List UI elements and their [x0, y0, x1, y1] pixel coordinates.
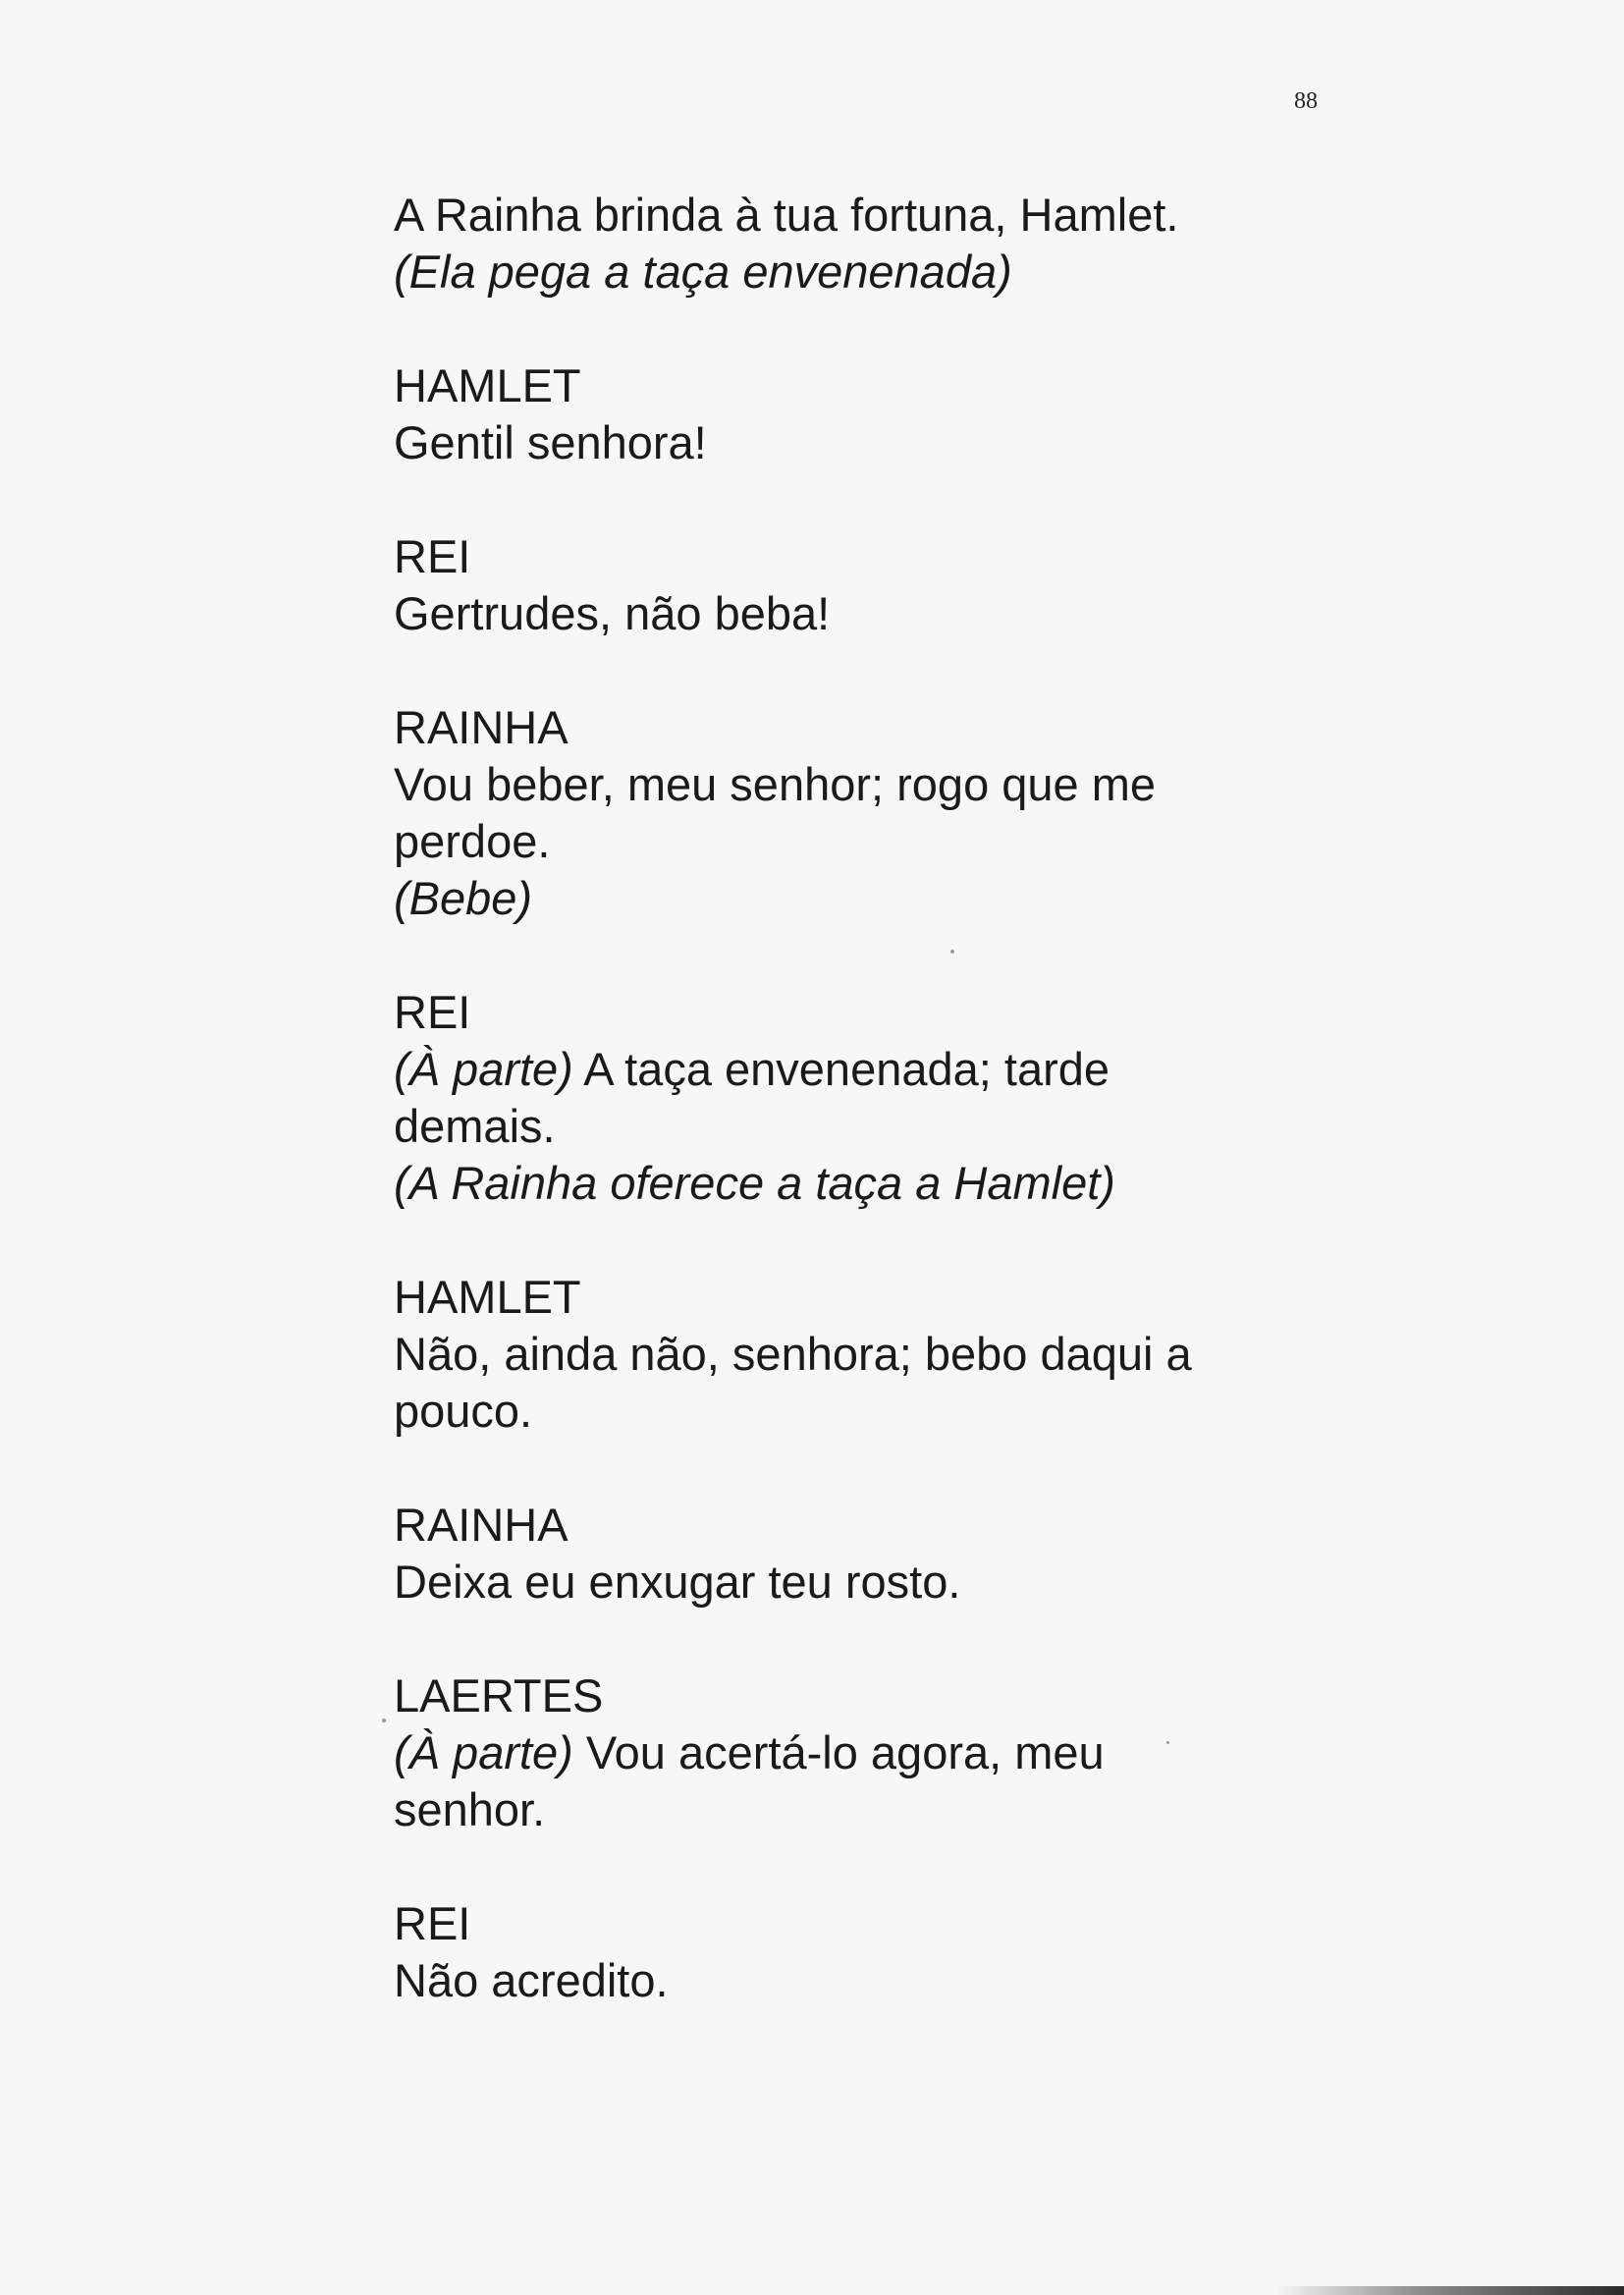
dialogue-text: Gentil senhora!: [394, 416, 707, 468]
dialogue-block: [394, 187, 1376, 301]
scan-speck: [950, 950, 954, 954]
page-number: 88: [1294, 88, 1318, 114]
script-line: [394, 813, 1376, 870]
script-line: [394, 244, 1376, 301]
speaker-name: HAMLET: [394, 1271, 581, 1323]
stage-direction: (Bebe): [394, 872, 533, 924]
script-text: [394, 187, 1376, 2066]
dialogue-block: [394, 1497, 1376, 1611]
script-line: [394, 1554, 1376, 1611]
script-line: [394, 1724, 1376, 1781]
script-line: [394, 414, 1376, 471]
script-line: [394, 1326, 1376, 1383]
dialogue-text: A taça envenenada; tarde: [572, 1043, 1110, 1095]
script-line: [394, 1781, 1376, 1838]
scan-speck: [382, 1719, 386, 1722]
dialogue-block: [394, 1895, 1376, 2009]
dialogue-text: A Rainha brinda à tua fortuna, Hamlet.: [394, 189, 1179, 241]
dialogue-text: Vou acertá-lo agora, meu: [572, 1726, 1105, 1778]
speaker-name: RAINHA: [394, 701, 568, 753]
speaker-name: REI: [394, 530, 471, 582]
dialogue-block: [394, 1269, 1376, 1440]
stage-direction: (A Rainha oferece a taça a Hamlet): [394, 1157, 1115, 1209]
stage-direction: (À parte): [394, 1043, 573, 1095]
dialogue-text: Deixa eu enxugar teu rosto.: [394, 1556, 961, 1608]
script-line: [394, 1098, 1376, 1155]
speaker-name: HAMLET: [394, 359, 581, 411]
script-line: [394, 1041, 1376, 1098]
dialogue-text: Não acredito.: [394, 1954, 669, 2006]
speaker-name: RAINHA: [394, 1499, 568, 1551]
scan-bottom-edge: [1276, 2286, 1624, 2295]
dialogue-text: Gertrudes, não beba!: [394, 587, 831, 639]
scan-speck: [1166, 1741, 1169, 1744]
script-line: [394, 870, 1376, 927]
dialogue-block: [394, 1667, 1376, 1838]
stage-direction: (Ela pega a taça envenenada): [394, 246, 1012, 298]
dialogue-text: pouco.: [394, 1385, 533, 1437]
script-line: [394, 1952, 1376, 2009]
dialogue-block: [394, 528, 1376, 642]
script-line: [394, 187, 1376, 244]
dialogue-block: [394, 984, 1376, 1212]
dialogue-text: demais.: [394, 1100, 556, 1152]
script-line: [394, 1155, 1376, 1212]
dialogue-text: Vou beber, meu senhor; rogo que me: [394, 758, 1157, 810]
stage-direction: (À parte): [394, 1726, 573, 1778]
dialogue-block: [394, 357, 1376, 471]
script-line: [394, 1383, 1376, 1440]
dialogue-text: Não, ainda não, senhora; bebo daqui a: [394, 1328, 1192, 1380]
speaker-name: REI: [394, 986, 471, 1038]
dialogue-text: perdoe.: [394, 815, 551, 867]
dialogue-block: [394, 699, 1376, 927]
speaker-name: REI: [394, 1897, 471, 1949]
dialogue-text: senhor.: [394, 1783, 546, 1835]
script-line: [394, 585, 1376, 642]
speaker-name: LAERTES: [394, 1669, 604, 1721]
script-line: [394, 756, 1376, 813]
